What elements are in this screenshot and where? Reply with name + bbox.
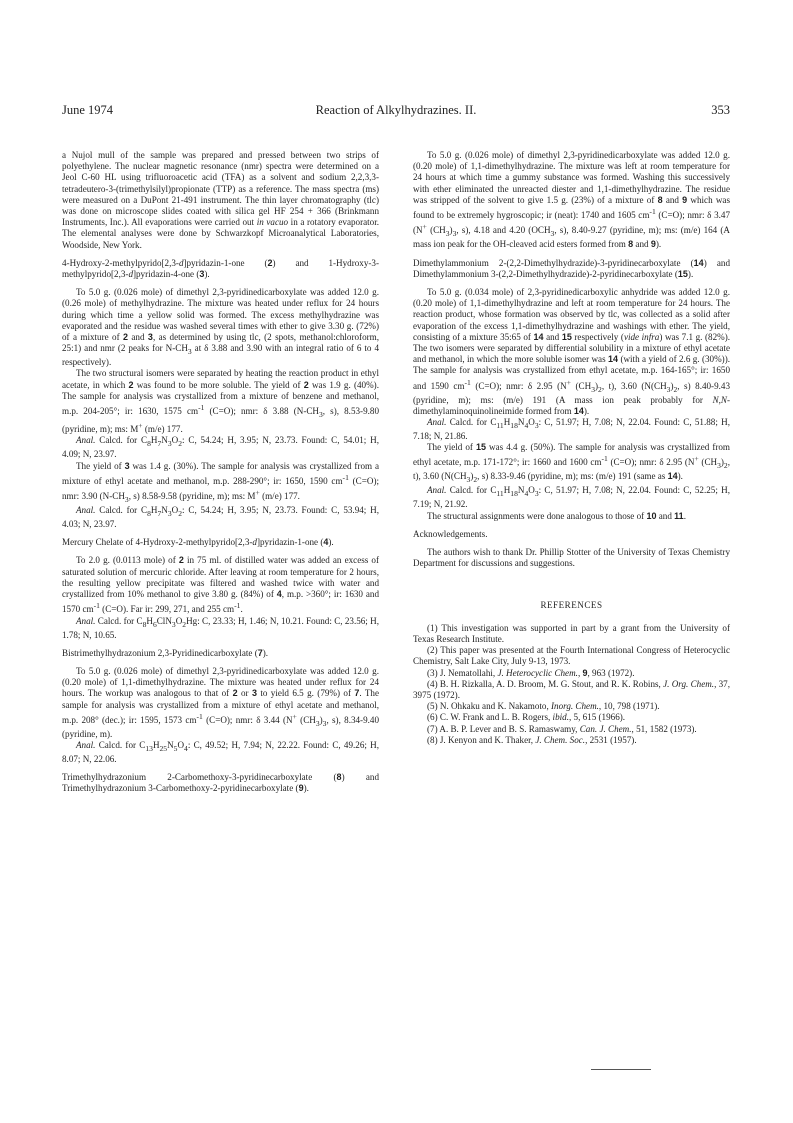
paragraph: Anal. Calcd. for $C_8H_7N_3O_2$: C, 54.24; H, 3.95; N, 23.73. Found: C, 53.94; H, 4.03; N, 23.97. [62,505,379,530]
section-heading: Dimethylammonium 2-(2,2-Dimethylhydrazide)-3-pyridinecarboxylate (14) and Dimethylammonium 3-(2,2-Dimethylhydrazide)-2-pyridinecarboxylate (15). [413,257,730,279]
reference-item: (4) B. H. Rizkalla, A. D. Broom, M. G. Stout, and R. K. Robins, J. Org. Chem., 37, 3975 (1972). [413,678,731,700]
page-number: 353 [711,103,730,117]
paragraph: The two structural isomers were separated by heating the reaction product in ethyl acetate, in which 2 was found to be more soluble. The yield of 2 was 1.9 g. (40%). The sample for analysis was crystallized from a mixture of benzene and methanol, m.p. 204-205°; ir: 1630, 1575 $cm^{-1}$ (C=O); nmr: δ 3.88 ($N-CH_3$, s), 8.53-9.80 (pyridine, m); ms: M+ (m/e) 177. [62,368,379,435]
paragraph: a Nujol mull of the sample was prepared and pressed between two strips of polyethylene. The nuclear magnetic resonance (nmr) spectra were determined on a Jeol C-60 HL using trifluoroacetic acid (TFA) as a solvent and sodium 2,2,3,3-tetradeutero-3-(trimethylsilyl)propionate (TTP) as a reference. The mass spectra (ms) were measured on a DuPont 21-491 instrument. The thin layer chromatography (tlc) was done on microscope slides coated with silica gel HF 254 + 366 (Brinkmann Instruments, Inc.). All evaporations were carried out in vacuo in a rotatory evaporator. The elemental analyses were done by Schwarzkopf Microanalytical Laboratories, Woodside, New York. [62,150,380,250]
header-date: June 1974 [62,103,114,117]
paragraph: To 5.0 g. (0.026 mole) of dimethyl 2,3-pyridinedicarboxylate was added 12.0 g. (0.20 mole) of 1,1-dimethylhydrazine. The mixture was left at room temperature for 24 hours at which time a gummy substance was formed. Washing this successively with ether eliminated the unreacted diester and 1,1-dimethylhydrazine. The residue was stripped of the solvent to give 1.5 g. (23%) of a mixture of 8 and 9 which was found to be extremely hygroscopic; ir (neat): 1740 and 1605 $cm^{-1}$ (C=O); nmr: δ 3.47 (N+ $(CH_3)_3$, s), 4.18 and 4.20 ($OCH_3$, s), 8.40-9.27 (pyridine, m); ms: (m/e) 164 (A mass ion peak for the OH-cleaved acid esters formed from 8 and 9). [413,150,730,250]
paragraph: The authors wish to thank Dr. Phillip Stotter of the University of Texas Chemistry Department for discussions and suggestions. [413,547,730,569]
header-title: Reaction of Alkylhydrazines. II. [315,103,477,117]
paragraph: Anal. Calcd. for $C_8H_6ClN_3O_2Hg$: C, 23.33; H, 1.46; N, 10.21. Found: C, 23.56; H, 1.78; N, 10.65. [62,615,379,640]
running-header [62,103,730,119]
reference-item: (8) J. Kenyon and K. Thaker, J. Chem. Soc., 2531 (1957). [427,734,637,745]
right-column [413,150,730,746]
reference-item: (7) A. B. P. Lever and B. S. Ramaswamy, Can. J. Chem., 51, 1582 (1973). [427,723,697,734]
references-title: REFERENCES [540,599,603,610]
section-heading: Bistrimethylhydrazonium 2,3-Pyridinedicarboxylate (7). [62,647,269,658]
paragraph: The yield of 15 was 4.4 g. (50%). The sample for analysis was crystallized from ethyl acetate, m.p. 171-172°; ir: 1660 and 1600 $cm^{-1}$ (C=O); nmr: δ 2.95 (N+ $(CH_3)_2$, t), 3.60 ($N(CH_3)_2$, s) 8.33-9.46 (pyridine, m); ms: (m/e) 191 (same as 14). [413,442,730,485]
paragraph: Anal. Calcd. for $C_{11}H_{18}N_4O_3$: C, 51.97; H, 7.08; N, 22.04. Found: C, 52.25; H, 7.19; N, 21.92. [413,485,730,510]
section-heading: Acknowledgements. [413,528,488,539]
section-heading: Trimethylhydrazonium 2-Carbomethoxy-3-pyridinecarboxylate (8) and Trimethylhydrazonium 3-Carbomethoxy-2-pyridinecarboxylate (9). [62,772,379,794]
reference-item: (2) This paper was presented at the Fourth International Congress of Heterocyclic Chemistry, Salt Lake City, July 9-13, 1973. [413,645,730,667]
paragraph: The structural assignments were done analogous to those of 10 and 11. [427,510,686,521]
section-heading: 4-Hydroxy-2-methylpyrido[2,3-d]pyridazin-1-one (2) and 1-Hydroxy-3-methylpyrido[2,3-d]pyridazin-4-one (3). [62,257,379,280]
paragraph: Anal. Calcd. for $C_{11}H_{18}N_4O_3$: C, 51.97; H, 7.08; N, 22.04. Found: C, 51.88; H, 7.18; N, 21.86. [413,416,730,441]
paragraph: To 5.0 g. (0.034 mole) of 2,3-pyridinedicarboxylic anhydride was added 12.0 g. (0.20 mole) of 1,1-dimethylhydrazine and left at room temperature for 24 hours. The reaction product, whose formation was observed by tlc, was collected as a solid after evaporation of the excess 1,1-dimethylhydrazine and washings with ether. The yield, consisting of a mixture 35:65 of 14 and 15 respectively (vide infra) was 7.1 g. (82%). The two isomers were separated by differential solubility in a mixture of ethyl acetate and methanol, in which the more soluble isomer was 14 (with a yield of 2.6 g. (30%)). The sample for analysis was crystallized from ethyl acetate, m.p. 164-165°; ir: 1650 and 1590 $cm^{-1}$ (C=O); nmr: δ 2.95 (N+ $(CH_3)_2$, t), 3.60 ($N(CH_3)_2$, s) 8.40-9.43 (pyridine, m); ms: (m/e) 191 (A mass ion peak probably for N,N-dimethylaminoquinolineimide formed from 14). [413,286,731,416]
section-heading: Mercury Chelate of 4-Hydroxy-2-methylpyrido[2,3-d]pyridazin-1-one (4). [62,537,334,548]
paragraph: Anal. Calcd. for $C_{13}H_{25}N_5O_4$: C, 49.52; H, 7.94; N, 22.22. Found: C, 49.26; H, 8.07; N, 22.06. [62,740,379,765]
references-list [413,623,730,746]
paragraph: To 5.0 g. (0.026 mole) of dimethyl 2,3-pyridinedicarboxylate was added 12.0 g. (0.20 mole) of 1,1-dimethylhydrazine. The mixture was heated under reflux for 24 hours. The workup was analogous to that of 2 or 3 to yield 6.5 g. (79%) of 7. The sample for analysis was crystallized from a mixture of ethyl acetate and methanol, m.p. 208° (dec.); ir: 1595, 1573 $cm^{-1}$ (C=O); nmr: δ 3.44 (N+ $(CH_3)_3$, s), 8.34-9.40 (pyridine, m). [62,665,380,739]
reference-item: (5) N. Ohkaku and K. Nakamoto, Inorg. Chem., 10, 798 (1971). [427,701,660,712]
footer-rule [591,1069,651,1070]
reference-item: (1) This investigation was supported in part by a grant from the University of Texas Research Institute. [413,622,730,644]
left-column [62,150,379,802]
reference-item: (3) J. Nematollahi, J. Heterocyclic Chem., 9, 963 (1972). [427,667,635,678]
right-column-body [413,150,730,570]
reference-item: (6) C. W. Frank and L. B. Rogers, ibid., 5, 615 (1966). [427,712,626,723]
paragraph: Anal. Calcd. for $C_8H_7N_3O_2$: C, 54.24; H, 3.95; N, 23.73. Found: C, 54.01; H, 4.09; N, 23.97. [62,435,379,460]
paragraph: To 5.0 g. (0.026 mole) of dimethyl 2,3-pyridinedicarboxylate was added 12.0 g. (0.26 mole) of methylhydrazine. The mixture was heated under reflux for 24 hours during which time a yellow solid was formed. The excess methylhydrazine was evaporated and the residue was washed several times with ether to give 3.30 g. (72%) of a mixture of 2 and 3, as determined by using tlc, (2 spots, methanol:chloroform, 25:1) and nmr (2 peaks for $N-CH_3$ at δ 3.88 and 3.90 with an integral ratio of 6 to 4 respectively). [62,287,379,368]
paragraph: To 2.0 g. (0.0113 mole) of 2 in 75 ml. of distilled water was added an excess of saturated solution of mercuric chloride. After leaving at room temperature for 2 hours, the resulting yellow precipitate was filtered and washed twice with water and crystallized from 10% methanol to give 3.80 g. (84%) of 4, m.p. >360°; ir: 1630 and 1570 $cm^{-1}$ (C=O). Far ir: 299, 271, and 255 $cm^{-1}$. [62,555,379,615]
paragraph: The yield of 3 was 1.4 g. (30%). The sample for analysis was crystallized from a mixture of ethyl acetate and methanol, m.p. 288-290°; ir: 1650, 1590 $cm^{-1}$ (C=O); nmr: 3.90 ($N-CH_3$, s) 8.58-9.58 (pyridine, m); ms: M+ (m/e) 177. [62,460,380,504]
